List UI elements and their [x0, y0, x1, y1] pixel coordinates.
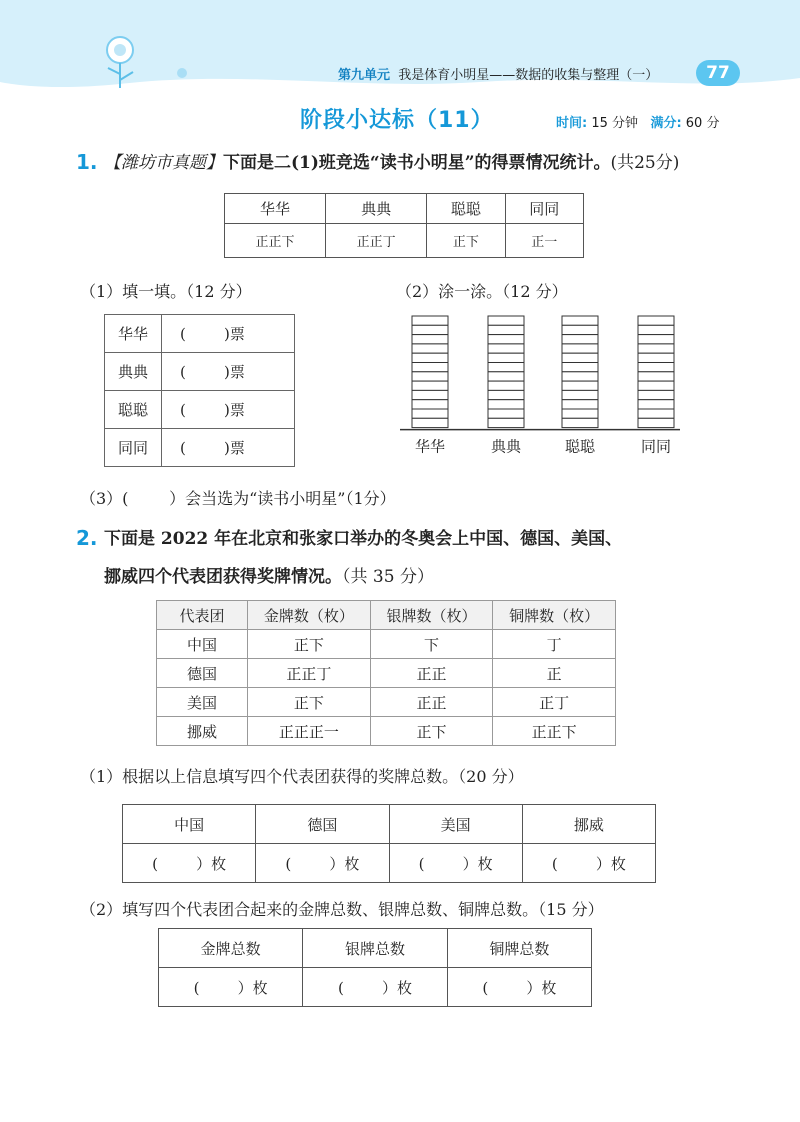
time-label: 时间:	[556, 116, 588, 131]
q2-medal-table	[156, 600, 616, 746]
vote-name: 同同	[505, 194, 583, 224]
bar-cell[interactable]	[562, 409, 598, 418]
q2-points: （共 35 分）	[342, 567, 434, 587]
bar-cell[interactable]	[562, 353, 598, 362]
medal-country: 德国	[157, 659, 248, 688]
q1-text	[104, 148, 679, 178]
bar-cell[interactable]	[412, 363, 448, 372]
fill-blank[interactable]: ( )票	[162, 353, 295, 391]
q2-number: 2.	[76, 526, 98, 550]
medal-country: 美国	[157, 688, 248, 717]
q1-bar-grid	[400, 312, 680, 460]
vote-name: 典典	[326, 194, 427, 224]
bar-label: 同同	[640, 437, 672, 456]
fill-blank[interactable]: ( )票	[162, 315, 295, 353]
bar-cell[interactable]	[412, 409, 448, 418]
medal-gold: 正下	[248, 688, 371, 717]
bar-cell[interactable]	[412, 344, 448, 353]
totals-header: 中国	[123, 805, 256, 844]
unit-header	[338, 64, 658, 83]
q1-fill-table	[104, 314, 295, 467]
bar-cell[interactable]	[412, 353, 448, 362]
bar-cell[interactable]	[412, 381, 448, 390]
medal-header: 金牌数（枚）	[248, 601, 371, 630]
totals-blank[interactable]: ( ）枚	[123, 844, 256, 883]
bar-cell[interactable]	[562, 344, 598, 353]
fill-name: 同同	[105, 429, 162, 467]
medal-gold: 正正正一	[248, 717, 371, 746]
score-label: 满分:	[650, 116, 682, 131]
bar-cell[interactable]	[638, 418, 674, 427]
vote-tally: 正下	[427, 224, 505, 258]
bar-cell[interactable]	[562, 325, 598, 334]
medal-country: 中国	[157, 630, 248, 659]
bar-cell[interactable]	[412, 372, 448, 381]
medal-silver: 正下	[370, 717, 493, 746]
medal-bronze: 正	[493, 659, 616, 688]
bar-cell[interactable]	[488, 316, 524, 325]
vote-tally: 正正丁	[326, 224, 427, 258]
q1-part1: （1）填一填。（12 分）	[80, 282, 252, 301]
q1-part2: （2）涂一涂。（12 分）	[396, 282, 568, 301]
bar-cell[interactable]	[638, 400, 674, 409]
medal-silver: 下	[370, 630, 493, 659]
bar-cell[interactable]	[488, 353, 524, 362]
sum-blank[interactable]: ( ）枚	[303, 968, 447, 1007]
vote-tally: 正正下	[225, 224, 326, 258]
bar-cell[interactable]	[638, 353, 674, 362]
time-value: 15 分钟	[591, 116, 639, 131]
medal-bronze: 正正下	[493, 717, 616, 746]
bar-cell[interactable]	[638, 344, 674, 353]
q2-part1: （1）根据以上信息填写四个代表团获得的奖牌总数。（20 分）	[80, 767, 524, 786]
bar-cell[interactable]	[562, 316, 598, 325]
bar-cell[interactable]	[412, 400, 448, 409]
bar-cell[interactable]	[488, 335, 524, 344]
bar-cell[interactable]	[562, 400, 598, 409]
bar-cell[interactable]	[488, 400, 524, 409]
bar-cell[interactable]	[412, 335, 448, 344]
bar-label: 典典	[490, 437, 522, 456]
sum-blank[interactable]: ( ）枚	[447, 968, 591, 1007]
bar-label: 华华	[414, 437, 446, 456]
vote-name: 华华	[225, 194, 326, 224]
sum-blank[interactable]: ( ）枚	[159, 968, 303, 1007]
fill-blank[interactable]: ( )票	[162, 429, 295, 467]
sum-header: 铜牌总数	[447, 929, 591, 968]
sum-header: 金牌总数	[159, 929, 303, 968]
score-value: 60 分	[685, 116, 720, 131]
fill-name: 典典	[105, 353, 162, 391]
bar-cell[interactable]	[412, 325, 448, 334]
medal-silver: 正正	[370, 688, 493, 717]
totals-header: 德国	[256, 805, 389, 844]
vote-name: 聪聪	[427, 194, 505, 224]
bar-cell[interactable]	[562, 363, 598, 372]
totals-blank[interactable]: ( ）枚	[256, 844, 389, 883]
q1-part3: （3）( ）会当选为“读书小明星”（1分）	[80, 489, 396, 508]
q2-totals-table	[122, 804, 656, 883]
totals-blank[interactable]: ( ）枚	[522, 844, 655, 883]
unit-title: 我是体育小明星——数据的收集与整理（一）	[398, 68, 659, 83]
bar-cell[interactable]	[488, 409, 524, 418]
q2-text-line1: 下面是 2022 年在北京和张家口举办的冬奥会上中国、德国、美国、	[104, 529, 623, 549]
bar-cell[interactable]	[488, 381, 524, 390]
totals-header: 美国	[389, 805, 522, 844]
bar-cell[interactable]	[412, 418, 448, 427]
medal-bronze: 丁	[493, 630, 616, 659]
bar-cell[interactable]	[562, 390, 598, 399]
totals-blank[interactable]: ( ）枚	[389, 844, 522, 883]
q1-number: 1.	[76, 150, 98, 174]
medal-bronze: 正丁	[493, 688, 616, 717]
bar-cell[interactable]	[638, 390, 674, 399]
fill-name: 聪聪	[105, 391, 162, 429]
medal-country: 挪威	[157, 717, 248, 746]
totals-header: 挪威	[522, 805, 655, 844]
medal-header: 银牌数（枚）	[370, 601, 493, 630]
q1-question: 下面是二(1)班竞选“读书小明星”的得票情况统计。	[223, 153, 611, 173]
bar-cell[interactable]	[412, 316, 448, 325]
q2-sum-table	[158, 928, 592, 1007]
medal-silver: 正正	[370, 659, 493, 688]
bar-cell[interactable]	[638, 335, 674, 344]
fill-blank[interactable]: ( )票	[162, 391, 295, 429]
bar-cell[interactable]	[638, 316, 674, 325]
bar-cell[interactable]	[562, 372, 598, 381]
bar-label: 聪聪	[564, 437, 596, 456]
bar-cell[interactable]	[638, 325, 674, 334]
bar-cell[interactable]	[562, 381, 598, 390]
bar-cell[interactable]	[488, 363, 524, 372]
medal-header: 铜牌数（枚）	[493, 601, 616, 630]
medal-header: 代表团	[157, 601, 248, 630]
bar-cell[interactable]	[488, 372, 524, 381]
bar-cell[interactable]	[488, 325, 524, 334]
time-info	[556, 112, 719, 131]
bar-cell[interactable]	[412, 390, 448, 399]
medal-gold: 正正丁	[248, 659, 371, 688]
bar-cell[interactable]	[488, 344, 524, 353]
page-title: 阶段小达标（11）	[300, 108, 494, 133]
q2-question: 挪威四个代表团获得奖牌情况。	[104, 567, 342, 587]
header-band	[0, 0, 800, 110]
bar-cell[interactable]	[638, 381, 674, 390]
sum-header: 银牌总数	[303, 929, 447, 968]
q1-vote-table	[224, 193, 584, 258]
page-number: 77	[696, 60, 740, 86]
vote-tally: 正一	[505, 224, 583, 258]
q1-tag: 【潍坊市真题】	[104, 153, 223, 173]
bar-cell[interactable]	[638, 372, 674, 381]
bar-cell[interactable]	[562, 418, 598, 427]
q2-text-line2	[104, 562, 434, 592]
bar-cell[interactable]	[638, 409, 674, 418]
bar-cell[interactable]	[488, 390, 524, 399]
medal-gold: 正下	[248, 630, 371, 659]
unit-label: 第九单元	[338, 68, 391, 83]
q2-part2: （2）填写四个代表团合起来的金牌总数、银牌总数、铜牌总数。（15 分）	[80, 900, 604, 919]
bar-cell[interactable]	[562, 335, 598, 344]
bar-cell[interactable]	[638, 363, 674, 372]
fill-name: 华华	[105, 315, 162, 353]
bar-cell[interactable]	[488, 418, 524, 427]
q1-points: (共25分)	[610, 153, 680, 173]
